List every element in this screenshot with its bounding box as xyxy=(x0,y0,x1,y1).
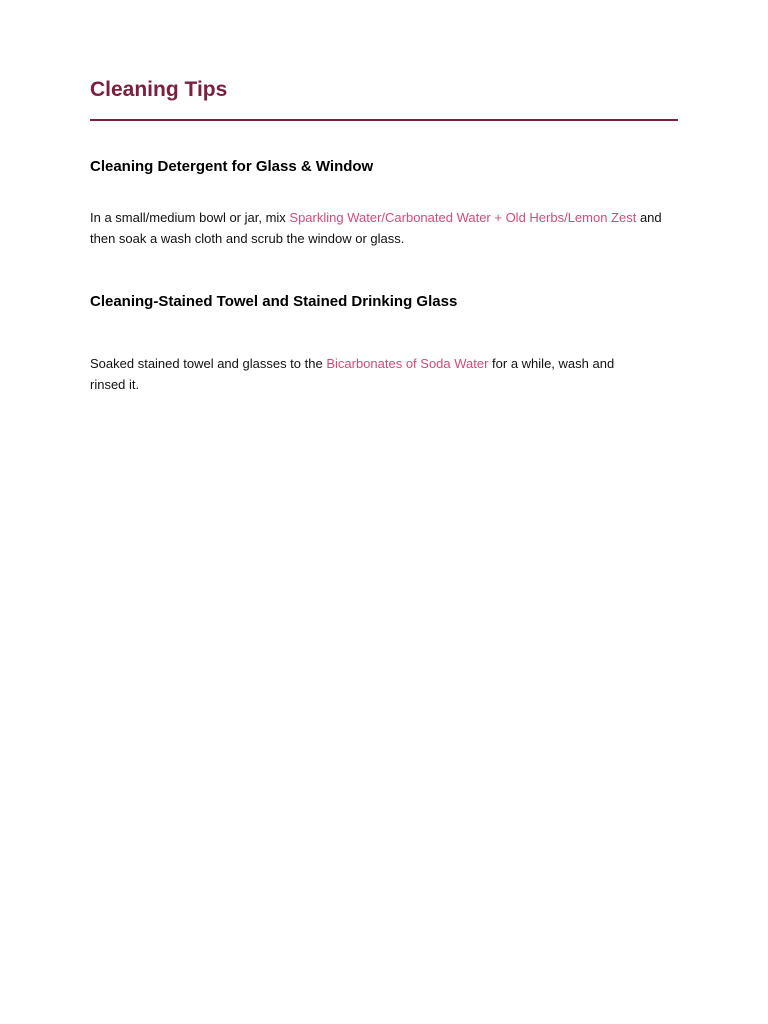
highlighted-ingredient: Bicarbonates of Soda Water xyxy=(326,356,489,371)
highlighted-ingredients: Sparkling Water/Carbonated Water + Old Herbs/Lemon Zest xyxy=(289,210,637,225)
paragraph-text: for a while, wash and rinsed it. xyxy=(90,356,615,392)
section-paragraph-stained-towel-glass xyxy=(90,354,650,395)
title-divider xyxy=(90,119,678,121)
section-heading-stained-towel-glass: Cleaning-Stained Towel and Stained Drinking Glass xyxy=(90,293,458,310)
paragraph-text: In a small/medium bowl or jar, mix xyxy=(90,210,290,225)
paragraph-text: Soaked stained towel and glasses to the xyxy=(90,356,327,371)
section-paragraph-glass-window xyxy=(90,208,682,249)
page-title: Cleaning Tips xyxy=(90,78,228,101)
section-heading-glass-window: Cleaning Detergent for Glass & Window xyxy=(90,158,374,175)
paragraph-text: and then soak a wash cloth and scrub the window or glass. xyxy=(90,210,662,246)
